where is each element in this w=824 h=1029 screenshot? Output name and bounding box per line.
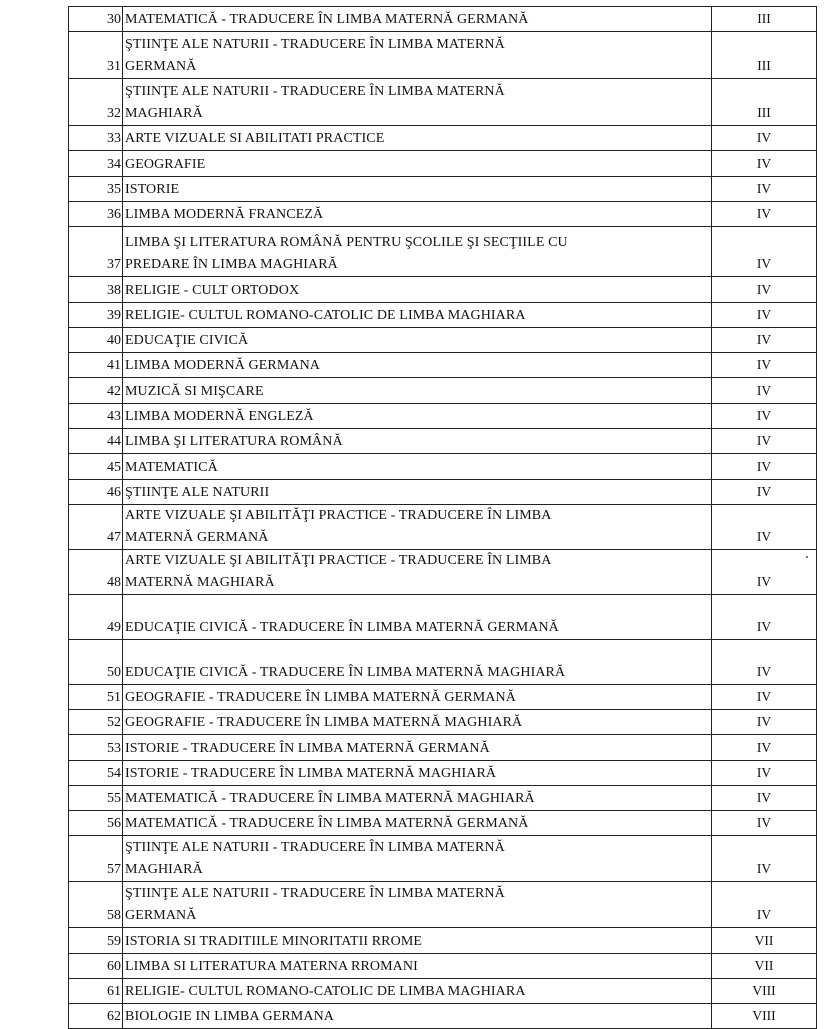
grade-cell: IV	[712, 550, 817, 595]
table-row	[69, 126, 817, 151]
table-row	[69, 429, 817, 454]
subject-cell: ŞTIINŢE ALE NATURII	[123, 480, 712, 505]
table-row	[69, 353, 817, 378]
subject-cell: LIMBA SI LITERATURA MATERNA RROMANI	[123, 954, 712, 979]
grade-cell: VIII	[712, 979, 817, 1004]
subject-cell: EDUCAŢIE CIVICĂ	[123, 328, 712, 353]
table-row	[69, 1004, 817, 1029]
subject-cell: LIMBA MODERNĂ FRANCEZĂ	[123, 202, 712, 227]
grade-cell: IV	[712, 378, 817, 404]
row-number: 38	[69, 277, 123, 303]
row-number: 45	[69, 454, 123, 480]
subject-cell: GEOGRAFIE	[123, 151, 712, 177]
subject-cell: RELIGIE - CULT ORTODOX	[123, 277, 712, 303]
row-number: 61	[69, 979, 123, 1004]
subject-cell: MATEMATICĂ	[123, 454, 712, 480]
row-number: 54	[69, 761, 123, 786]
row-number: 35	[69, 177, 123, 202]
subject-cell: MUZICĂ SI MIŞCARE	[123, 378, 712, 404]
row-number: 33	[69, 126, 123, 151]
grade-cell: IV	[712, 151, 817, 177]
table-row	[69, 328, 817, 353]
subject-cell: ŞTIINŢE ALE NATURII - TRADUCERE ÎN LIMBA MATERNĂ MAGHIARĂ	[123, 79, 712, 126]
grade-cell: IV	[712, 454, 817, 480]
grade-cell: IV	[712, 882, 817, 928]
row-number: 49	[69, 595, 123, 640]
row-number: 41	[69, 353, 123, 378]
grade-cell: IV	[712, 277, 817, 303]
row-number: 56	[69, 811, 123, 836]
table-row	[69, 79, 817, 126]
table-row	[69, 550, 817, 595]
scan-speck	[806, 556, 808, 558]
grade-cell: IV	[712, 761, 817, 786]
subject-cell: EDUCAŢIE CIVICĂ - TRADUCERE ÎN LIMBA MATERNĂ GERMANĂ	[123, 595, 712, 640]
row-number: 55	[69, 786, 123, 811]
subject-cell: ISTORIE	[123, 177, 712, 202]
grade-cell: IV	[712, 595, 817, 640]
table-row	[69, 32, 817, 79]
row-number: 46	[69, 480, 123, 505]
subject-cell: ISTORIE - TRADUCERE ÎN LIMBA MATERNĂ MAGHIARĂ	[123, 761, 712, 786]
grade-cell: IV	[712, 505, 817, 550]
row-number: 52	[69, 710, 123, 735]
table-row	[69, 202, 817, 227]
subject-cell: ŞTIINŢE ALE NATURII - TRADUCERE ÎN LIMBA MATERNĂ GERMANĂ	[123, 32, 712, 79]
grade-cell: IV	[712, 328, 817, 353]
table-row	[69, 7, 817, 32]
row-number: 59	[69, 928, 123, 954]
row-number: 36	[69, 202, 123, 227]
grade-cell: IV	[712, 227, 817, 277]
table-row	[69, 640, 817, 685]
table-row	[69, 735, 817, 761]
grade-cell: IV	[712, 811, 817, 836]
grade-cell: IV	[712, 126, 817, 151]
row-number: 40	[69, 328, 123, 353]
table-row	[69, 454, 817, 480]
subject-cell: MATEMATICĂ - TRADUCERE ÎN LIMBA MATERNĂ GERMANĂ	[123, 811, 712, 836]
table-row	[69, 685, 817, 710]
table-row	[69, 811, 817, 836]
grade-cell: IV	[712, 404, 817, 429]
row-number: 50	[69, 640, 123, 685]
row-number: 51	[69, 685, 123, 710]
row-number: 58	[69, 882, 123, 928]
subject-cell: LIMBA MODERNĂ GERMANA	[123, 353, 712, 378]
grade-cell: IV	[712, 303, 817, 328]
row-number: 57	[69, 836, 123, 882]
table-row	[69, 151, 817, 177]
grade-cell: IV	[712, 786, 817, 811]
table-row	[69, 710, 817, 735]
subject-cell: ISTORIE - TRADUCERE ÎN LIMBA MATERNĂ GERMANĂ	[123, 735, 712, 761]
table-row	[69, 954, 817, 979]
table-row	[69, 979, 817, 1004]
table-row	[69, 227, 817, 277]
row-number: 60	[69, 954, 123, 979]
table-row	[69, 177, 817, 202]
row-number: 48	[69, 550, 123, 595]
table-row	[69, 404, 817, 429]
table-row	[69, 836, 817, 882]
subject-cell: RELIGIE- CULTUL ROMANO-CATOLIC DE LIMBA MAGHIARA	[123, 303, 712, 328]
table-row	[69, 786, 817, 811]
grade-cell: VII	[712, 954, 817, 979]
row-number: 62	[69, 1004, 123, 1029]
row-number: 31	[69, 32, 123, 79]
grade-cell: IV	[712, 836, 817, 882]
subject-cell: RELIGIE- CULTUL ROMANO-CATOLIC DE LIMBA MAGHIARA	[123, 979, 712, 1004]
subject-cell: ARTE VIZUALE SI ABILITATI PRACTICE	[123, 126, 712, 151]
subject-cell: GEOGRAFIE - TRADUCERE ÎN LIMBA MATERNĂ GERMANĂ	[123, 685, 712, 710]
row-number: 47	[69, 505, 123, 550]
subject-cell: MATEMATICĂ - TRADUCERE ÎN LIMBA MATERNĂ GERMANĂ	[123, 7, 712, 32]
row-number: 34	[69, 151, 123, 177]
grade-cell: IV	[712, 735, 817, 761]
table-body	[69, 7, 817, 1029]
grade-cell: VIII	[712, 1004, 817, 1029]
table-row	[69, 595, 817, 640]
grade-cell: IV	[712, 710, 817, 735]
table-row	[69, 761, 817, 786]
subject-cell: LIMBA ŞI LITERATURA ROMÂNĂ PENTRU ŞCOLILE ŞI SECŢIILE CU PREDARE ÎN LIMBA MAGHIARĂ	[123, 227, 712, 277]
row-number: 37	[69, 227, 123, 277]
grade-cell: IV	[712, 353, 817, 378]
subject-cell: ARTE VIZUALE ŞI ABILITĂŢI PRACTICE - TRADUCERE ÎN LIMBA MATERNĂ MAGHIARĂ	[123, 550, 712, 595]
subject-cell: GEOGRAFIE - TRADUCERE ÎN LIMBA MATERNĂ MAGHIARĂ	[123, 710, 712, 735]
table-row	[69, 928, 817, 954]
curriculum-table	[68, 6, 817, 1029]
subject-cell: LIMBA MODERNĂ ENGLEZĂ	[123, 404, 712, 429]
row-number: 39	[69, 303, 123, 328]
table-row	[69, 277, 817, 303]
grade-cell: IV	[712, 640, 817, 685]
grade-cell: IV	[712, 202, 817, 227]
table-row	[69, 505, 817, 550]
table-row	[69, 303, 817, 328]
grade-cell: IV	[712, 480, 817, 505]
subject-cell: ŞTIINŢE ALE NATURII - TRADUCERE ÎN LIMBA MATERNĂ GERMANĂ	[123, 882, 712, 928]
table-row	[69, 378, 817, 404]
subject-cell: BIOLOGIE IN LIMBA GERMANA	[123, 1004, 712, 1029]
grade-cell: III	[712, 32, 817, 79]
subject-cell: EDUCAŢIE CIVICĂ - TRADUCERE ÎN LIMBA MATERNĂ MAGHIARĂ	[123, 640, 712, 685]
row-number: 42	[69, 378, 123, 404]
subject-cell: ŞTIINŢE ALE NATURII - TRADUCERE ÎN LIMBA MATERNĂ MAGHIARĂ	[123, 836, 712, 882]
grade-cell: VII	[712, 928, 817, 954]
row-number: 53	[69, 735, 123, 761]
subject-cell: ISTORIA SI TRADITIILE MINORITATII RROME	[123, 928, 712, 954]
subject-cell: LIMBA ŞI LITERATURA ROMÂNĂ	[123, 429, 712, 454]
subject-cell: MATEMATICĂ - TRADUCERE ÎN LIMBA MATERNĂ MAGHIARĂ	[123, 786, 712, 811]
row-number: 43	[69, 404, 123, 429]
row-number: 30	[69, 7, 123, 32]
grade-cell: III	[712, 79, 817, 126]
table-row	[69, 480, 817, 505]
grade-cell: IV	[712, 429, 817, 454]
row-number: 32	[69, 79, 123, 126]
grade-cell: III	[712, 7, 817, 32]
grade-cell: IV	[712, 177, 817, 202]
grade-cell: IV	[712, 685, 817, 710]
row-number: 44	[69, 429, 123, 454]
subject-cell: ARTE VIZUALE ŞI ABILITĂŢI PRACTICE - TRADUCERE ÎN LIMBA MATERNĂ GERMANĂ	[123, 505, 712, 550]
table-row	[69, 882, 817, 928]
